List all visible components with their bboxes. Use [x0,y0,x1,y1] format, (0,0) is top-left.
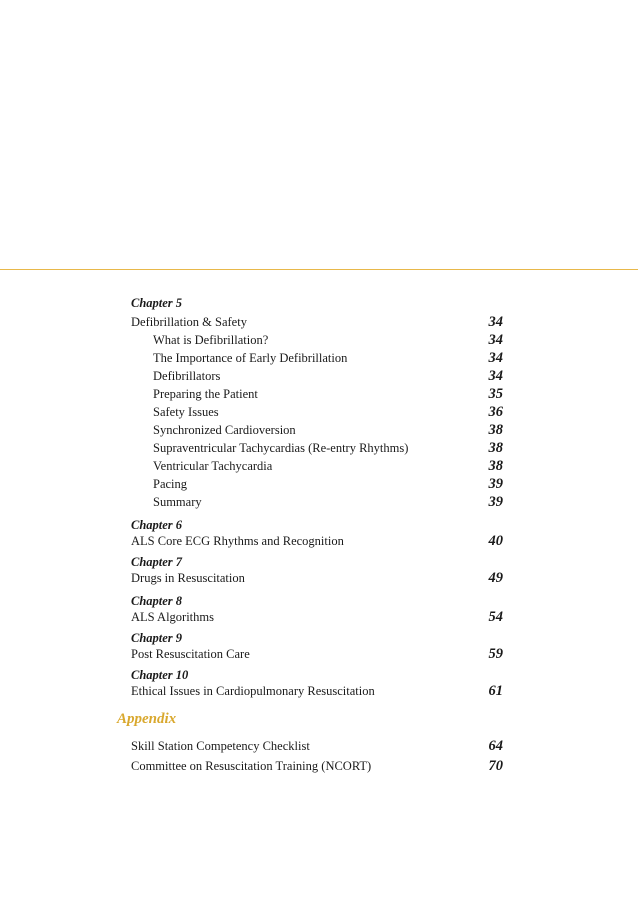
chapter-7-label: Chapter 7 [131,555,183,569]
page-number: 38 [488,458,503,474]
chapter-7-entry[interactable] [131,570,503,588]
appendix-entry[interactable] [131,738,503,756]
page-number: 61 [488,683,503,699]
page-number: 59 [488,646,503,662]
section-title: Summary [153,495,202,509]
section-entry[interactable] [153,404,503,422]
page-number: 49 [488,570,503,586]
page-number: 34 [488,350,503,366]
page-number: 36 [488,404,503,420]
section-title: Ventricular Tachycardia [153,459,273,473]
chapter-9-label: Chapter 9 [131,631,183,645]
page-number: 38 [488,440,503,456]
appendix-item-title: Skill Station Competency Checklist [131,739,310,753]
chapter-5-label: Chapter 5 [131,296,183,310]
chapter-10-label: Chapter 10 [131,668,189,682]
section-entry[interactable] [153,422,503,440]
section-entry[interactable] [153,368,503,386]
header-divider-rule [0,269,638,270]
section-entry[interactable] [153,458,503,476]
chapter-title: Defibrillation & Safety [131,315,247,329]
page-number: 39 [488,476,503,492]
page-number: 34 [488,368,503,384]
chapter-title: Post Resuscitation Care [131,647,250,661]
page-number: 35 [488,386,503,402]
chapter-6-entry[interactable] [131,533,503,551]
page-number: 70 [488,758,503,774]
section-title: Synchronized Cardioversion [153,423,296,437]
chapter-9-entry[interactable] [131,646,503,664]
page-number: 39 [488,494,503,510]
section-entry[interactable] [153,440,503,458]
appendix-entry[interactable] [131,758,503,776]
section-title: Supraventricular Tachycardias (Re-entry Rhythms) [153,441,409,455]
chapter-title: Drugs in Resuscitation [131,571,245,585]
page-number: 34 [488,314,503,330]
section-entry[interactable] [153,350,503,368]
page-number: 54 [488,609,503,625]
appendix-heading: Appendix [117,711,177,727]
chapter-6-label: Chapter 6 [131,518,183,532]
page-number: 34 [488,332,503,348]
page-number: 38 [488,422,503,438]
section-title: Preparing the Patient [153,387,258,401]
section-title: Safety Issues [153,405,219,419]
page-number: 40 [488,533,503,549]
chapter-5-entry[interactable] [131,314,503,332]
section-entry[interactable] [153,476,503,494]
chapter-8-entry[interactable] [131,609,503,627]
section-entry[interactable] [153,494,503,512]
section-title: What is Defibrillation? [153,333,269,347]
chapter-title: ALS Core ECG Rhythms and Recognition [131,534,344,548]
section-title: Pacing [153,477,188,491]
section-entry[interactable] [153,386,503,404]
section-title: Defibrillators [153,369,221,383]
section-title: The Importance of Early Defibrillation [153,351,348,365]
chapter-title: ALS Algorithms [131,610,214,624]
chapter-8-label: Chapter 8 [131,594,183,608]
chapter-title: Ethical Issues in Cardiopulmonary Resuscitation [131,684,375,698]
section-entry[interactable] [153,332,503,350]
chapter-10-entry[interactable] [131,683,503,701]
appendix-item-title: Committee on Resuscitation Training (NCORT) [131,759,372,773]
page-number: 64 [488,738,503,754]
